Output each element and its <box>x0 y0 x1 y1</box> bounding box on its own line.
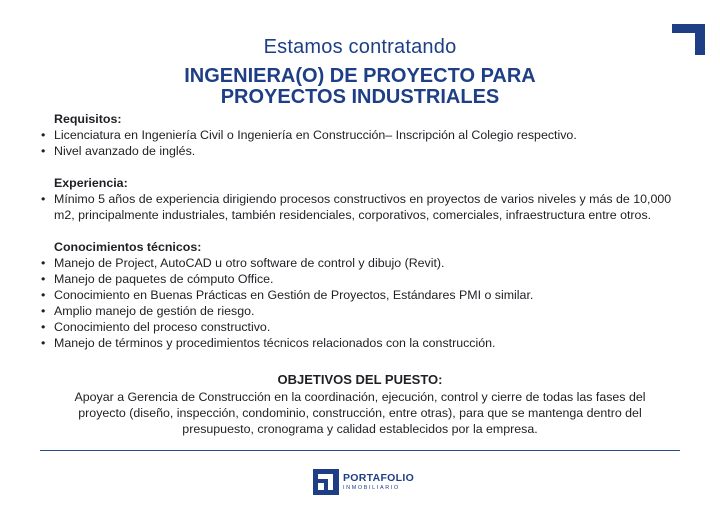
conocimientos-list <box>40 255 690 351</box>
list-item: • Conocimiento en Buenas Prácticas en Gestión de Proyectos, Estándares PMI o similar. <box>40 287 690 303</box>
list-item: • Manejo de paquetes de cómputo Office. <box>40 271 690 287</box>
hiring-subtitle: Estamos contratando <box>263 36 457 58</box>
conocimientos-heading: Conocimientos técnicos: <box>54 240 202 254</box>
objetivos-text: Apoyar a Gerencia de Construcción en la coordinación, ejecución, control y cierre de todas las fases del proyecto (diseño, inspección, condominio, construcción, entre otras), para que se mantenga dentro del presupuesto, cronograma y calidad establecidos por la empresa. <box>74 390 646 436</box>
job-title-line-1: INGENIERA(O) DE PROYECTO PARA <box>184 65 536 87</box>
list-item: • Manejo de términos y procedimientos técnicos relacionados con la construcción. <box>40 335 690 351</box>
requisitos-section <box>40 111 690 159</box>
experiencia-list <box>40 191 690 223</box>
list-item: • Conocimiento del proceso constructivo. <box>40 319 690 335</box>
job-title <box>0 66 720 108</box>
conocimientos-section <box>40 239 690 351</box>
experiencia-heading: Experiencia: <box>54 176 128 190</box>
job-details <box>40 111 690 367</box>
requisitos-heading: Requisitos: <box>54 112 122 126</box>
logo-subtitle: INMOBILIARIO <box>343 484 400 491</box>
list-item: • Licenciatura en Ingeniería Civil o Ingeniería en Construcción– Inscripción al Colegio respectivo. <box>40 127 690 143</box>
list-item: • Manejo de Project, AutoCAD u otro software de control y dibujo (Revit). <box>40 255 690 271</box>
job-title-line-2: PROYECTOS INDUSTRIALES <box>220 86 500 108</box>
requisitos-list <box>40 127 690 159</box>
logo-name: PORTAFOLIO <box>343 472 415 484</box>
portafolio-logo <box>313 468 414 496</box>
divider <box>40 450 680 451</box>
portafolio-logo-icon <box>313 469 339 495</box>
list-item: • Mínimo 5 años de experiencia dirigiendo procesos constructivos en proyectos de varios niveles y más de 10,000 m2, principalmente industriales, también residenciales, corporativos, comerciales, infraestructura entre otros. <box>40 191 690 223</box>
experiencia-section <box>40 175 690 223</box>
objetivos-heading: OBJETIVOS DEL PUESTO: <box>277 372 443 387</box>
list-item: • Amplio manejo de gestión de riesgo. <box>40 303 690 319</box>
list-item: • Nivel avanzado de inglés. <box>40 143 690 159</box>
